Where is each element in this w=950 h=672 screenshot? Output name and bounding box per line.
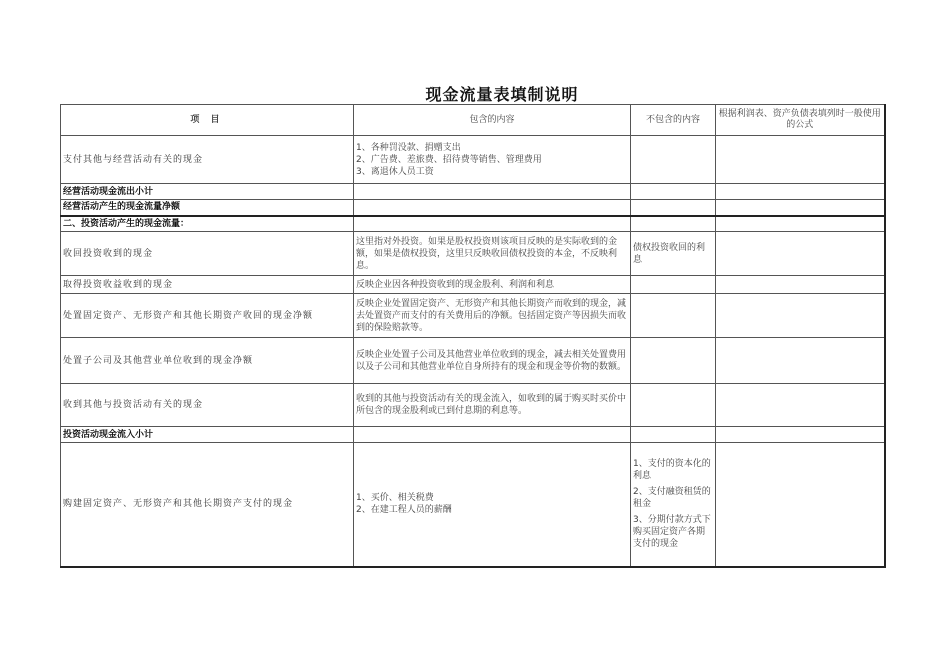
row-included: [354, 443, 631, 567]
cash-flow-table: [60, 104, 886, 568]
row-excluded: [631, 276, 716, 294]
row-item: 支付其他与经营活动有关的现金: [61, 136, 354, 184]
row-formula: [716, 427, 885, 443]
section-heading: 二、投资活动产生的现金流量：: [61, 216, 354, 232]
table-row: [61, 232, 885, 276]
table-row: [61, 384, 885, 427]
row-item: 经营活动产生的现金流量净额: [61, 200, 354, 216]
table-row: [61, 338, 885, 384]
row-formula: [716, 200, 885, 216]
row-excluded: [631, 216, 716, 232]
row-included: 这里指对外投资。如果是股权投资则该项目反映的是实际收到的金额，如果是债权投资，这里只反映收回债权投资的本金，不反映利息。: [354, 232, 631, 276]
row-excluded: [631, 200, 716, 216]
row-formula: [716, 294, 885, 338]
table-row: [61, 200, 885, 216]
included-line: 1、各种罚没款、捐赠支出: [356, 142, 461, 153]
row-item: 投资活动现金流入小计: [61, 427, 354, 443]
row-item: 取得投资收益收到的现金: [61, 276, 354, 294]
row-item: 购建固定资产、无形资产和其他长期资产支付的现金: [61, 443, 354, 567]
row-included: 反映企业因各种投资收到的现金股利、利润和利息: [354, 276, 631, 294]
header-included: 包含的内容: [354, 105, 631, 136]
table-row: [61, 443, 885, 567]
row-formula: [716, 216, 885, 232]
row-included: [354, 216, 631, 232]
row-formula: [716, 136, 885, 184]
row-formula: [716, 384, 885, 427]
table-row: [61, 184, 885, 200]
row-excluded: [631, 184, 716, 200]
table-row: [61, 136, 885, 184]
row-excluded: [631, 384, 716, 427]
row-excluded: [631, 294, 716, 338]
row-included: 反映企业处置子公司及其他营业单位收到的现金，减去相关处置费用以及子公司和其他营业单位自身所持有的现金和现金等价物的数额。: [354, 338, 631, 384]
header-excluded: 不包含的内容: [631, 105, 716, 136]
row-included: [354, 200, 631, 216]
row-excluded: [631, 443, 716, 567]
table-row: [61, 427, 885, 443]
row-included: [354, 184, 631, 200]
row-formula: [716, 232, 885, 276]
row-formula: [716, 443, 885, 567]
header-item: 项 目: [61, 105, 354, 136]
row-formula: [716, 338, 885, 384]
excluded-line: 1、支付的资本化的利息: [633, 459, 711, 482]
row-included: 收到的其他与投资活动有关的现金流入，如收到的属于购买时买价中所包含的现金股利或已到付息期的利息等。: [354, 384, 631, 427]
table-row: [61, 294, 885, 338]
document-title: 现金流量表填制说明: [425, 85, 579, 104]
table-row: [61, 276, 885, 294]
row-item: 处置固定资产、无形资产和其他长期资产收回的现金净额: [61, 294, 354, 338]
included-line: 2、广告费、差旅费、招待费等销售、管理费用: [356, 154, 542, 165]
row-excluded: [631, 136, 716, 184]
row-item: 收到其他与投资活动有关的现金: [61, 384, 354, 427]
row-excluded: [631, 338, 716, 384]
row-item: 经营活动现金流出小计: [61, 184, 354, 200]
row-included: [354, 427, 631, 443]
row-excluded: 债权投资收回的利息: [631, 232, 716, 276]
row-included: 反映企业处置固定资产、无形资产和其他长期资产而收到的现金，减去处置资产而支付的有关费用后的净额。包括固定资产等因损失而收到的保险赔款等。: [354, 294, 631, 338]
row-item: 处置子公司及其他营业单位收到的现金净额: [61, 338, 354, 384]
row-included: [354, 136, 631, 184]
excluded-line: 2、支付融资租赁的租金: [633, 487, 711, 510]
header-formula: 根据利润表、资产负债表填列时一般使用的公式: [716, 105, 885, 136]
included-line: 2、在建工程人员的薪酬: [356, 505, 452, 516]
header-row: [61, 105, 885, 136]
included-line: 1、买价、相关税费: [356, 493, 434, 504]
row-item: 收回投资收到的现金: [61, 232, 354, 276]
excluded-line: 3、分期付款方式下购买固定资产各期支付的现金: [633, 515, 711, 550]
row-excluded: [631, 427, 716, 443]
row-formula: [716, 276, 885, 294]
row-formula: [716, 184, 885, 200]
section-row: [61, 216, 885, 232]
included-line: 3、离退休人员工资: [356, 166, 434, 177]
